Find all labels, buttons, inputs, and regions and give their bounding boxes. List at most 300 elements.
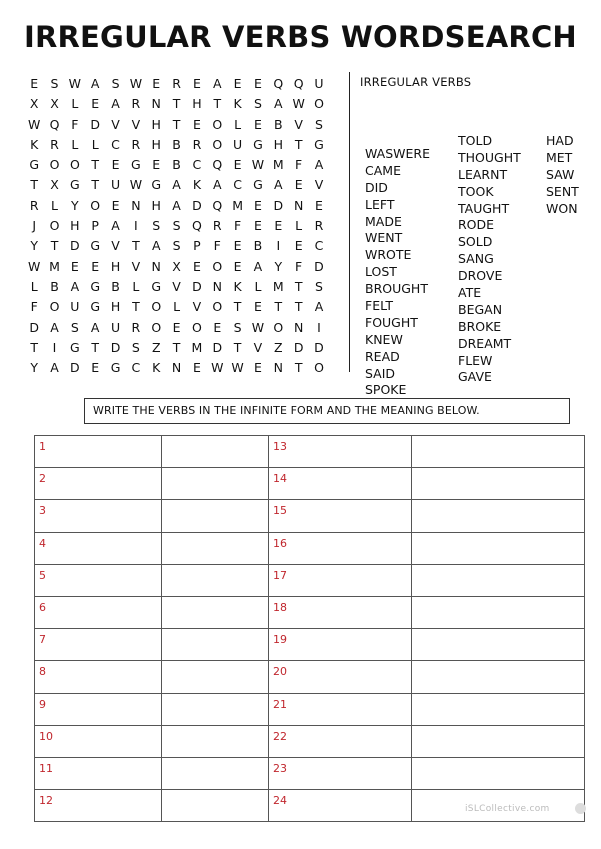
grid-letter: A (70, 278, 80, 294)
answer-number[interactable]: 21 (269, 693, 412, 725)
verb-list-item: HAD (546, 133, 574, 148)
grid-letter: S (172, 238, 181, 254)
answer-row (35, 436, 585, 468)
grid-letter: A (172, 177, 181, 193)
grid-letter: O (49, 157, 60, 173)
answer-row (35, 661, 585, 693)
grid-letter: D (212, 339, 223, 355)
grid-letter: O (192, 319, 202, 335)
grid-letter: D (273, 197, 284, 213)
grid-letter: D (29, 319, 39, 335)
answer-meaning-cell[interactable] (162, 564, 269, 596)
answer-number[interactable]: 12 (35, 790, 162, 822)
grid-letter: R (172, 76, 181, 91)
grid-letter: N (151, 96, 161, 112)
answer-number[interactable]: 8 (35, 661, 162, 693)
grid-letter: O (212, 116, 223, 132)
grid-letter: E (294, 177, 303, 193)
grid-letter: T (172, 96, 181, 112)
grid-letter: E (254, 218, 262, 234)
grid-letter: M (49, 258, 60, 274)
answer-row (35, 596, 585, 628)
grid-letter: Q (212, 197, 223, 213)
verb-list-item: FLEW (458, 352, 493, 368)
answer-meaning-cell[interactable] (412, 661, 585, 693)
verb-list-item: LEFT (365, 196, 395, 212)
answer-meaning-cell[interactable] (412, 725, 585, 757)
grid-letter: B (172, 157, 181, 173)
grid-letter: E (30, 76, 39, 91)
answer-number[interactable]: 7 (35, 629, 162, 661)
verb-list-item: LOST (365, 264, 397, 280)
grid-letter: H (151, 197, 161, 213)
answer-number[interactable]: 10 (35, 725, 162, 757)
answer-meaning-cell[interactable] (412, 500, 585, 532)
grid-letter: D (314, 339, 324, 355)
answer-number[interactable]: 9 (35, 693, 162, 725)
grid-letter: E (233, 238, 242, 254)
grid-letter: A (111, 96, 120, 112)
grid-letter: E (254, 299, 262, 315)
grid-letter: E (152, 76, 161, 91)
grid-letter: M (232, 197, 243, 213)
answer-number[interactable]: 4 (35, 532, 162, 564)
grid-letter: T (233, 339, 242, 355)
grid-letter: R (131, 96, 141, 112)
grid-letter: C (233, 177, 242, 193)
grid-letter: G (253, 136, 263, 152)
grid-letter: E (254, 76, 262, 91)
grid-letter: L (132, 278, 140, 294)
answer-number[interactable]: 17 (269, 564, 412, 596)
grid-letter: A (90, 319, 100, 335)
grid-letter: T (172, 339, 181, 355)
grid-letter: O (69, 157, 80, 173)
grid-letter: S (152, 218, 161, 234)
word-list-heading: IRREGULAR VERBS (360, 75, 472, 89)
grid-letter: T (294, 360, 303, 376)
grid-letter: H (151, 136, 161, 152)
grid-letter: T (91, 177, 100, 193)
grid-letter: V (131, 116, 141, 132)
verb-list-item: MET (546, 149, 573, 165)
verb-list-item: RODE (458, 217, 495, 233)
grid-letter: Q (293, 76, 304, 91)
answer-meaning-cell[interactable] (162, 629, 269, 661)
answer-row (35, 468, 585, 500)
grid-letter: Y (30, 238, 38, 254)
grid-letter: Q (49, 116, 60, 132)
grid-letter: B (111, 278, 120, 294)
answer-meaning-cell[interactable] (162, 436, 269, 468)
grid-letter: E (254, 197, 262, 213)
grid-letter: W (68, 76, 82, 91)
grid-letter: O (151, 319, 162, 335)
verb-list-item: READ (365, 348, 400, 364)
answer-number[interactable]: 20 (269, 661, 412, 693)
grid-letter: B (50, 278, 59, 294)
word-list-column-1 (365, 146, 430, 399)
grid-letter: G (131, 157, 141, 173)
grid-letter: K (233, 96, 242, 112)
page-title: IRREGULAR VERBS WORDSEARCH (24, 20, 577, 54)
answer-number[interactable]: 24 (269, 790, 412, 822)
grid-letter: H (70, 218, 80, 234)
grid-letter: R (131, 319, 141, 335)
grid-letter: U (70, 299, 80, 315)
grid-letter: E (91, 96, 100, 112)
grid-letter: R (314, 218, 324, 234)
grid-letter: F (295, 258, 303, 274)
grid-letter: W (292, 96, 305, 112)
grid-letter: D (70, 238, 80, 254)
grid-letter: E (111, 197, 120, 213)
grid-letter: T (132, 299, 140, 315)
grid-letter: G (29, 157, 40, 173)
grid-letter: K (192, 177, 202, 193)
grid-letter: N (131, 197, 141, 213)
grid-letter: I (134, 218, 138, 234)
grid-letter: F (295, 157, 303, 173)
answer-number[interactable]: 6 (35, 596, 162, 628)
grid-letter: L (254, 278, 262, 294)
grid-letter: E (70, 258, 79, 274)
grid-letter: W (211, 360, 224, 376)
answer-number[interactable]: 23 (269, 757, 412, 789)
answer-number[interactable]: 2 (35, 468, 162, 500)
grid-letter: W (251, 319, 265, 335)
grid-letter: G (90, 238, 101, 254)
answer-meaning-cell[interactable] (412, 468, 585, 500)
verb-list-item: BEGAN (458, 301, 503, 317)
grid-letter: B (253, 238, 263, 254)
grid-letter: T (294, 136, 303, 152)
grid-letter: T (50, 238, 59, 254)
grid-letter: G (151, 278, 162, 294)
grid-letter: R (131, 136, 141, 152)
grid-letter: T (294, 299, 303, 315)
answer-meaning-cell[interactable] (162, 500, 269, 532)
grid-letter: T (30, 177, 38, 193)
grid-letter: D (110, 339, 121, 355)
grid-letter: Y (274, 258, 283, 274)
grid-letter: P (193, 238, 201, 254)
grid-letter: H (110, 299, 121, 315)
answer-meaning-cell[interactable] (412, 532, 585, 564)
grid-letter: X (29, 96, 39, 112)
answer-meaning-cell[interactable] (412, 757, 585, 789)
grid-letter: O (314, 360, 324, 376)
grid-letter: Z (151, 339, 161, 355)
grid-letter: T (91, 339, 100, 355)
verb-list-item: WASWERE (365, 146, 431, 161)
answer-meaning-cell[interactable] (162, 757, 269, 789)
grid-letter: L (30, 278, 38, 294)
grid-letter: O (314, 96, 324, 112)
wordsearch-grid (24, 74, 344, 378)
verb-list-item: DID (365, 179, 388, 195)
grid-letter: L (71, 136, 79, 152)
word-list-column-2 (458, 133, 521, 386)
answer-meaning-cell[interactable] (162, 596, 269, 628)
grid-letter: E (192, 360, 201, 376)
grid-letter: A (212, 76, 222, 91)
grid-letter: A (90, 76, 100, 91)
grid-letter: S (253, 96, 262, 112)
grid-letter: V (111, 238, 120, 254)
grid-letter: S (315, 278, 323, 294)
answer-number[interactable]: 18 (269, 596, 412, 628)
grid-letter: I (276, 238, 281, 254)
grid-letter: A (172, 197, 181, 213)
grid-letter: X (172, 258, 181, 274)
answer-number[interactable]: 1 (35, 436, 162, 468)
answer-number[interactable]: 5 (35, 564, 162, 596)
verb-list-item: SAW (546, 166, 575, 182)
grid-letter: L (51, 197, 58, 213)
grid-letter: Z (274, 339, 283, 355)
vertical-divider (349, 72, 350, 372)
answer-meaning-cell[interactable] (162, 693, 269, 725)
answer-number[interactable]: 15 (269, 500, 412, 532)
answer-meaning-cell[interactable] (412, 693, 585, 725)
grid-letter: O (212, 299, 223, 315)
grid-letter: O (212, 258, 223, 274)
answer-row (35, 693, 585, 725)
grid-letter: F (213, 238, 221, 254)
grid-letter: S (50, 76, 59, 91)
grid-letter: A (212, 177, 222, 193)
grid-letter: A (50, 319, 59, 335)
grid-letter: O (49, 299, 60, 315)
grid-letter: T (213, 96, 222, 112)
grid-letter: R (192, 136, 202, 152)
grid-letter: H (273, 136, 283, 152)
grid-letter: R (212, 218, 222, 234)
grid-letter: F (30, 299, 38, 315)
grid-letter: S (172, 218, 181, 234)
grid-letter: B (172, 136, 181, 152)
grid-letter: V (172, 278, 181, 294)
grid-letter: G (110, 360, 121, 376)
answer-row (35, 564, 585, 596)
grid-letter: E (294, 238, 303, 254)
grid-letter: E (91, 258, 100, 274)
answer-meaning-cell[interactable] (412, 629, 585, 661)
grid-letter: Q (273, 76, 284, 91)
grid-letter: D (90, 116, 101, 132)
grid-letter: H (110, 258, 121, 274)
grid-letter: E (233, 258, 242, 274)
verb-list-item: GAVE (458, 369, 492, 385)
grid-letter: H (192, 96, 202, 112)
grid-letter: L (91, 136, 99, 152)
grid-letter: T (132, 238, 140, 254)
grid-letter: G (90, 278, 101, 294)
grid-letter: E (254, 360, 262, 376)
grid-letter: X (50, 177, 59, 193)
grid-letter: E (254, 116, 262, 132)
logo-icon (575, 803, 586, 814)
verb-list-item: SENT (546, 183, 579, 199)
grid-letter: R (29, 197, 39, 213)
verb-list-item: TAUGHT (458, 200, 510, 216)
verb-list-item: ATE (458, 285, 482, 301)
grid-letter: G (90, 299, 101, 315)
grid-letter: A (314, 157, 324, 173)
answer-meaning-cell[interactable] (412, 436, 585, 468)
grid-letter: V (294, 116, 303, 132)
grid-letter: E (192, 116, 201, 132)
grid-letter: G (253, 177, 263, 193)
grid-letter: J (32, 218, 37, 234)
grid-letter: F (71, 116, 79, 132)
verb-list-item: THOUGHT (458, 149, 521, 165)
grid-letter: G (70, 177, 80, 193)
grid-letter: V (253, 339, 263, 355)
grid-letter: S (111, 76, 120, 91)
answer-row (35, 532, 585, 564)
verb-list-item: SANG (458, 251, 494, 267)
grid-letter: A (274, 177, 283, 193)
grid-letter: L (173, 299, 181, 315)
answer-number[interactable]: 11 (35, 757, 162, 789)
grid-letter: O (49, 218, 60, 234)
grid-letter: W (231, 360, 244, 376)
verb-list-item: WENT (365, 230, 403, 246)
verb-list-item: SAID (365, 365, 396, 381)
grid-letter: D (70, 360, 80, 376)
grid-letter: U (110, 177, 121, 193)
grid-letter: O (212, 136, 223, 152)
answer-number[interactable]: 22 (269, 725, 412, 757)
grid-letter: X (50, 96, 59, 112)
grid-letter: E (274, 218, 283, 234)
grid-letter: S (131, 339, 140, 355)
answer-table (34, 435, 585, 822)
grid-letter: T (274, 299, 283, 315)
grid-letter: H (151, 116, 161, 132)
answer-meaning-cell[interactable] (412, 596, 585, 628)
grid-letter: N (171, 360, 182, 376)
grid-letter: D (192, 197, 202, 213)
grid-letter: P (91, 218, 99, 234)
grid-letter: O (273, 319, 284, 335)
verb-list-item: CAME (365, 162, 401, 178)
answer-number[interactable]: 16 (269, 532, 412, 564)
answer-meaning-cell[interactable] (162, 725, 269, 757)
grid-letter: T (172, 116, 181, 132)
grid-letter: Q (212, 157, 223, 173)
grid-letter: N (293, 197, 304, 213)
instruction-box: WRITE THE VERBS IN THE INFINITE FORM AND THE MEANING BELOW. (84, 398, 570, 424)
grid-letter: K (152, 360, 161, 376)
verb-list-item: DROVE (458, 268, 503, 284)
answer-row (35, 725, 585, 757)
verb-list-item: LEARNT (458, 166, 508, 182)
grid-letter: A (50, 360, 59, 376)
grid-letter: T (233, 299, 242, 315)
grid-letter: W (27, 258, 41, 274)
grid-letter: D (314, 258, 324, 274)
answer-number[interactable]: 3 (35, 500, 162, 532)
verb-list-item: DREAMT (458, 335, 512, 351)
answer-number[interactable]: 13 (269, 436, 412, 468)
grid-letter: I (52, 339, 57, 355)
grid-letter: D (293, 339, 304, 355)
grid-letter: C (192, 157, 202, 173)
verb-list-item: SPOKE (365, 382, 407, 398)
grid-letter: Y (71, 197, 79, 213)
answer-number[interactable]: 19 (269, 629, 412, 661)
grid-letter: W (129, 76, 143, 91)
grid-letter: G (70, 339, 80, 355)
grid-letter: C (111, 136, 120, 152)
grid-letter: O (90, 197, 101, 213)
grid-letter: E (233, 76, 242, 91)
verb-list-item: FELT (365, 298, 393, 314)
grid-letter: A (151, 238, 161, 254)
grid-letter: N (212, 278, 222, 294)
grid-letter: E (192, 76, 201, 91)
grid-letter: V (111, 116, 120, 132)
grid-letter: W (251, 157, 265, 173)
grid-letter: G (314, 136, 324, 152)
grid-letter: M (272, 278, 284, 294)
verb-list-item: FOUGHT (365, 314, 418, 330)
grid-letter: N (293, 319, 304, 335)
grid-letter: Q (192, 218, 202, 234)
grid-letter: A (111, 218, 120, 234)
verb-list-item: BROKE (458, 318, 502, 334)
grid-letter: F (234, 218, 242, 234)
answer-meaning-cell[interactable] (162, 532, 269, 564)
grid-letter: L (295, 218, 303, 234)
grid-letter: L (234, 116, 242, 132)
grid-letter: W (129, 177, 143, 193)
grid-letter: N (273, 360, 283, 376)
grid-letter: T (294, 278, 303, 294)
grid-letter: U (233, 136, 243, 152)
grid-letter: L (71, 96, 79, 112)
grid-letter: E (111, 157, 120, 173)
answer-row (35, 500, 585, 532)
grid-letter: V (192, 299, 202, 315)
grid-letter: E (192, 258, 201, 274)
answer-number[interactable]: 14 (269, 468, 412, 500)
grid-letter: S (315, 116, 323, 132)
answer-meaning-cell[interactable] (162, 790, 269, 822)
answer-meaning-cell[interactable] (162, 661, 269, 693)
answer-row (35, 629, 585, 661)
grid-letter: C (131, 360, 141, 376)
verb-list-item: TOLD (458, 133, 493, 148)
verb-list-item: WON (546, 200, 578, 216)
footer-watermark: iSLCollective.com (465, 804, 550, 814)
grid-letter: K (233, 278, 242, 294)
grid-letter: D (192, 278, 202, 294)
grid-letter: V (314, 177, 324, 193)
grid-letter: E (233, 157, 242, 173)
answer-meaning-cell[interactable] (162, 468, 269, 500)
verb-list-item: SOLD (458, 234, 493, 250)
grid-letter: E (213, 319, 222, 335)
grid-letter: R (50, 136, 59, 152)
grid-letter: U (110, 319, 121, 335)
grid-letter: T (91, 157, 100, 173)
grid-letter: B (274, 116, 283, 132)
answer-meaning-cell[interactable] (412, 564, 585, 596)
